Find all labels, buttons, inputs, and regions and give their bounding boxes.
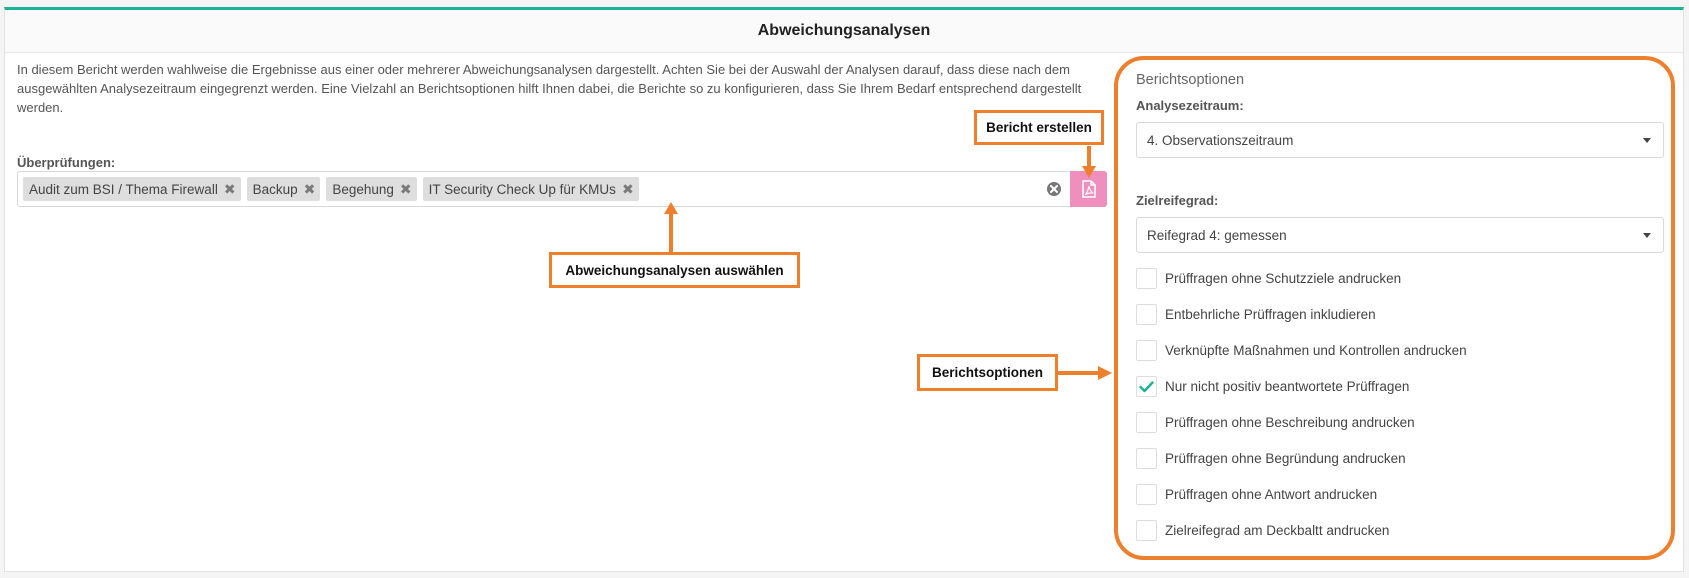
period-select[interactable] — [1136, 122, 1664, 158]
clear-selection-icon[interactable] — [1046, 181, 1062, 197]
option-label: Zielreifegrad am Deckbaltt andrucken — [1165, 523, 1390, 538]
option-label: Prüffragen ohne Antwort andrucken — [1165, 487, 1378, 502]
option-row[interactable] — [1136, 376, 1409, 397]
option-row[interactable] — [1136, 484, 1377, 505]
option-row[interactable] — [1136, 268, 1401, 289]
audits-label: Überprüfungen: — [17, 155, 116, 170]
create-report-button[interactable] — [1070, 171, 1107, 207]
period-label: Analysezeitraum: — [1136, 98, 1244, 113]
callout-report-options: Berichtsoptionen — [917, 354, 1058, 391]
pdf-file-icon — [1081, 180, 1097, 198]
panel-header — [5, 10, 1683, 53]
maturity-select[interactable] — [1136, 217, 1664, 253]
audit-tag — [326, 177, 416, 201]
option-row[interactable] — [1136, 520, 1389, 541]
audit-tag — [247, 177, 321, 201]
audit-tag-label: Begehung — [332, 181, 394, 197]
audit-tag — [423, 177, 639, 201]
callout-select-analyses: Abweichungsanalysen auswählen — [549, 252, 800, 288]
option-checkbox[interactable] — [1136, 484, 1157, 505]
audit-tag — [23, 177, 241, 201]
option-label: Prüffragen ohne Begründung andrucken — [1165, 451, 1406, 466]
option-row[interactable] — [1136, 304, 1376, 325]
checkmark-icon — [1139, 381, 1154, 393]
period-value: 4. Observationszeitraum — [1147, 132, 1294, 148]
remove-tag-icon[interactable]: ✖ — [223, 181, 236, 197]
audit-tag-label: Backup — [252, 181, 298, 197]
remove-tag-icon[interactable]: ✖ — [621, 181, 634, 197]
option-checkbox[interactable] — [1136, 340, 1157, 361]
intro-text: In diesem Bericht werden wahlweise die Ergebnisse aus einer oder mehrerer Abweichungsanalysen dargestellt. Achten Sie bei der Auswahl der Analysen darauf, dass diese nach dem ausgewählten Analysezeitraum eingegrenzt werden. Eine Vielzahl an Berichtsoptionen hilft Ihnen dabei, die Berichte so zu konfigurieren, dass Sie Ihrem Bedarf entsprechend dargestellt werden. — [17, 62, 1082, 115]
option-label: Nur nicht positiv beantwortete Prüffragen — [1165, 379, 1410, 394]
option-checkbox[interactable] — [1136, 376, 1157, 397]
caret-down-icon — [1643, 138, 1651, 143]
option-row[interactable] — [1136, 412, 1415, 433]
callout-create-report: Bericht erstellen — [974, 110, 1104, 145]
audit-tags — [23, 177, 639, 201]
option-row[interactable] — [1136, 448, 1406, 469]
audit-tag-label: Audit zum BSI / Thema Firewall — [29, 181, 218, 197]
audits-tag-input[interactable] — [17, 171, 1107, 207]
caret-down-icon — [1643, 233, 1651, 238]
option-row[interactable] — [1136, 340, 1467, 361]
option-checkbox[interactable] — [1136, 520, 1157, 541]
option-checkbox[interactable] — [1136, 412, 1157, 433]
option-checkbox[interactable] — [1136, 304, 1157, 325]
option-checkbox[interactable] — [1136, 268, 1157, 289]
option-label: Prüffragen ohne Beschreibung andrucken — [1165, 415, 1415, 430]
remove-tag-icon[interactable]: ✖ — [303, 181, 316, 197]
options-heading: Berichtsoptionen — [1136, 72, 1245, 88]
option-label: Prüffragen ohne Schutzziele andrucken — [1165, 271, 1402, 286]
maturity-label: Zielreifegrad: — [1136, 193, 1219, 208]
remove-tag-icon[interactable]: ✖ — [399, 181, 412, 197]
audit-tag-label: IT Security Check Up für KMUs — [428, 181, 616, 197]
page-title: Abweichungsanalysen — [757, 22, 931, 39]
maturity-value: Reifegrad 4: gemessen — [1147, 227, 1287, 243]
option-label: Entbehrliche Prüffragen inkludieren — [1165, 307, 1376, 322]
option-label: Verknüpfte Maßnahmen und Kontrollen andrucken — [1165, 343, 1467, 358]
option-checkbox[interactable] — [1136, 448, 1157, 469]
